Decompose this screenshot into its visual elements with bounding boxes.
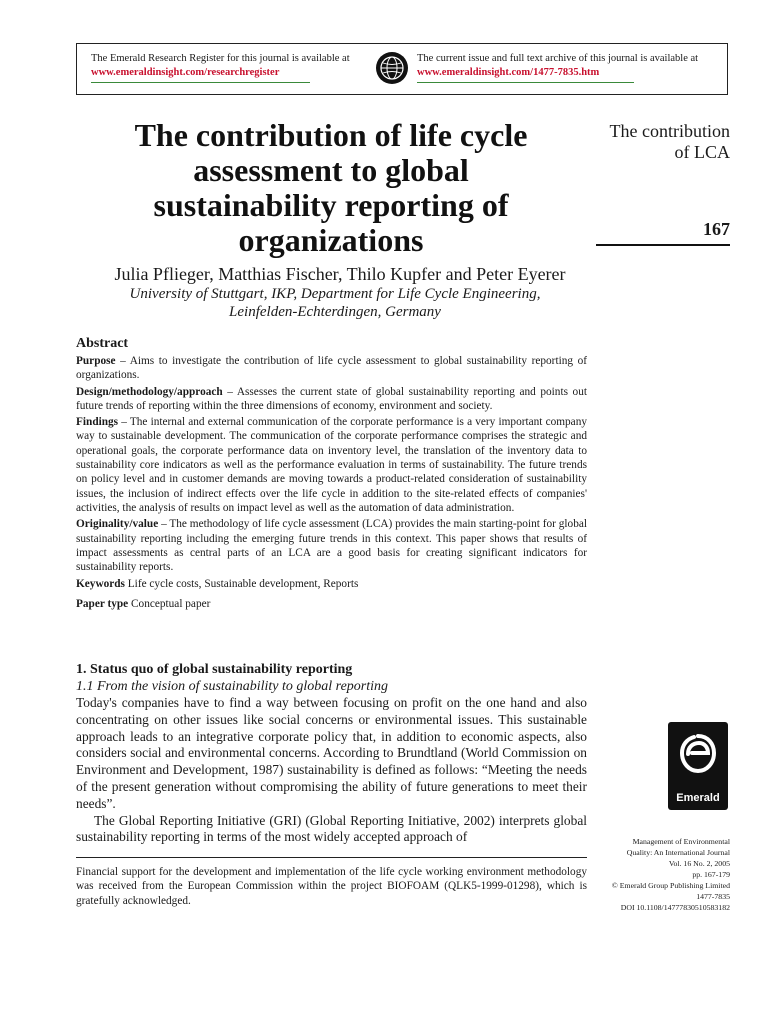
section-heading: 1. Status quo of global sustainability reporting — [76, 662, 353, 677]
journal-info-line-3: Vol. 16 No. 2, 2005 — [668, 859, 730, 868]
paper-type-text: Conceptual paper — [128, 598, 211, 611]
abstract-heading: Abstract — [76, 336, 129, 351]
running-head — [596, 121, 730, 163]
register-right-text: The current issue and full text archive of this journal is available at — [417, 53, 699, 64]
journal-info — [580, 836, 730, 913]
keywords-label: Keywords — [76, 578, 125, 591]
journal-info-line-6: 1477-7835 — [696, 892, 730, 901]
page-number: 167 — [703, 219, 730, 239]
journal-info-line-4: pp. 167-179 — [692, 870, 730, 879]
abstract-originality — [76, 517, 587, 574]
section-1 — [76, 661, 587, 846]
findings-text: – The internal and external communication of the corporate performance is a very important company way to sustainable development. The communication of the corporate performance comprises the strategic and operational goals, the corporate performance data on inventory level, the translation of the inventory data to sustainability core indicators as well as the performance evaluation in terms of sustainability. The future trends on policy level and in customer demands are moving towards a product-related consideration of sustainability issues, the inclusion of indirect effects over the life cycle in addition to the site-related effects of companies' activities, the analysis of results on impact level as well as the automation of data administration. — [76, 416, 587, 514]
subsection-heading: 1.1 From the vision of sustainability to global reporting — [76, 679, 389, 694]
title-line-1: The contribution of life cycle — [134, 117, 528, 153]
register-right-link-underline — [417, 82, 634, 83]
design-label: Design/methodology/approach — [76, 385, 223, 398]
body-paragraph-1: Today's companies have to find a way between focusing on profit on the one hand and also concentrating on other issues like social concerns or environmental issues. This sustainable approach leads to an integrative corporate policy that, in addition to economic aspects, also considers social and environmental concerns. According to Brundtland (World Commission on Environment and Development, 1987) sustainability is defined as follows: “Meeting the needs of the present generation without compromising the ability of future generations to meet their needs”. — [76, 695, 587, 811]
register-left — [91, 52, 381, 80]
running-head-line-1: The contribution — [609, 121, 730, 141]
purpose-text: – Aims to investigate the contribution of life cycle assessment to global sustainability reporting of organizations. — [76, 355, 587, 382]
page-number-rule — [596, 244, 730, 246]
abstract-paper-type — [76, 597, 587, 611]
register-right — [417, 52, 727, 80]
register-left-link[interactable]: www.emeraldinsight.com/researchregister — [91, 67, 280, 78]
journal-info-line-2: Quality: An International Journal — [626, 848, 730, 857]
abstract-keywords — [76, 577, 587, 591]
footnote-rule — [76, 857, 587, 858]
affiliation-line-1: University of Stuttgart, IKP, Department for Life Cycle Engineering, — [129, 286, 541, 302]
journal-info-line-7: DOI 10.1108/14777830510583182 — [620, 903, 730, 912]
journal-info-line-1: Management of Environmental — [632, 837, 730, 846]
register-left-link-underline — [91, 82, 310, 83]
title-line-2: assessment to global — [193, 152, 469, 188]
title-line-3: sustainability reporting of — [153, 187, 509, 223]
paper-type-label: Paper type — [76, 598, 129, 611]
emerald-logo-icon — [668, 722, 728, 810]
purpose-label: Purpose — [76, 355, 116, 367]
register-right-link[interactable]: www.emeraldinsight.com/1477-7835.htm — [417, 67, 600, 78]
abstract-findings — [76, 415, 587, 515]
design-text: – Assesses the current state of global sustainability reporting and points out future trends of reporting within the three dimensions of economy, environment and society. — [76, 385, 587, 412]
originality-label: Originality/value — [76, 518, 159, 531]
running-head-line-2: of LCA — [674, 142, 730, 162]
authors: Julia Pflieger, Matthias Fischer, Thilo Kupfer and Peter Eyerer — [114, 264, 566, 284]
keywords-text: Life cycle costs, Sustainable development, Reports — [124, 578, 359, 591]
affiliation — [70, 285, 600, 321]
title-line-4: organizations — [238, 222, 424, 258]
footnote: Financial support for the development and implementation of the life cycle working environment methodology was received from the European Commission within the project BIOFOAM (QLK5-1999-01298), which is gratefully acknowledged. — [76, 866, 587, 907]
body-paragraph-2: The Global Reporting Initiative (GRI) (Global Reporting Initiative, 2002) interprets global sustainability reporting in terms of the most widely accepted approach of — [76, 812, 587, 845]
emerald-logo-text: Emerald — [676, 792, 720, 804]
globe-emblem-icon — [376, 52, 408, 84]
journal-info-line-5: © Emerald Group Publishing Limited — [611, 881, 730, 890]
originality-text: – The methodology of life cycle assessment (LCA) provides the main starting-point for global sustainability reporting including the emerging future trends in this context. This paper shows that results of impact assessments as central parts of an LCA are a good basis for creating significant indicators for sustainability reports. — [76, 518, 587, 574]
abstract-purpose — [76, 354, 587, 383]
abstract-design — [76, 385, 587, 414]
findings-label: Findings — [76, 416, 119, 429]
register-left-text: The Emerald Research Register for this journal is available at — [91, 53, 350, 64]
article-title — [96, 118, 566, 258]
affiliation-line-2: Leinfelden-Echterdingen, Germany — [229, 304, 441, 320]
abstract — [76, 336, 587, 617]
